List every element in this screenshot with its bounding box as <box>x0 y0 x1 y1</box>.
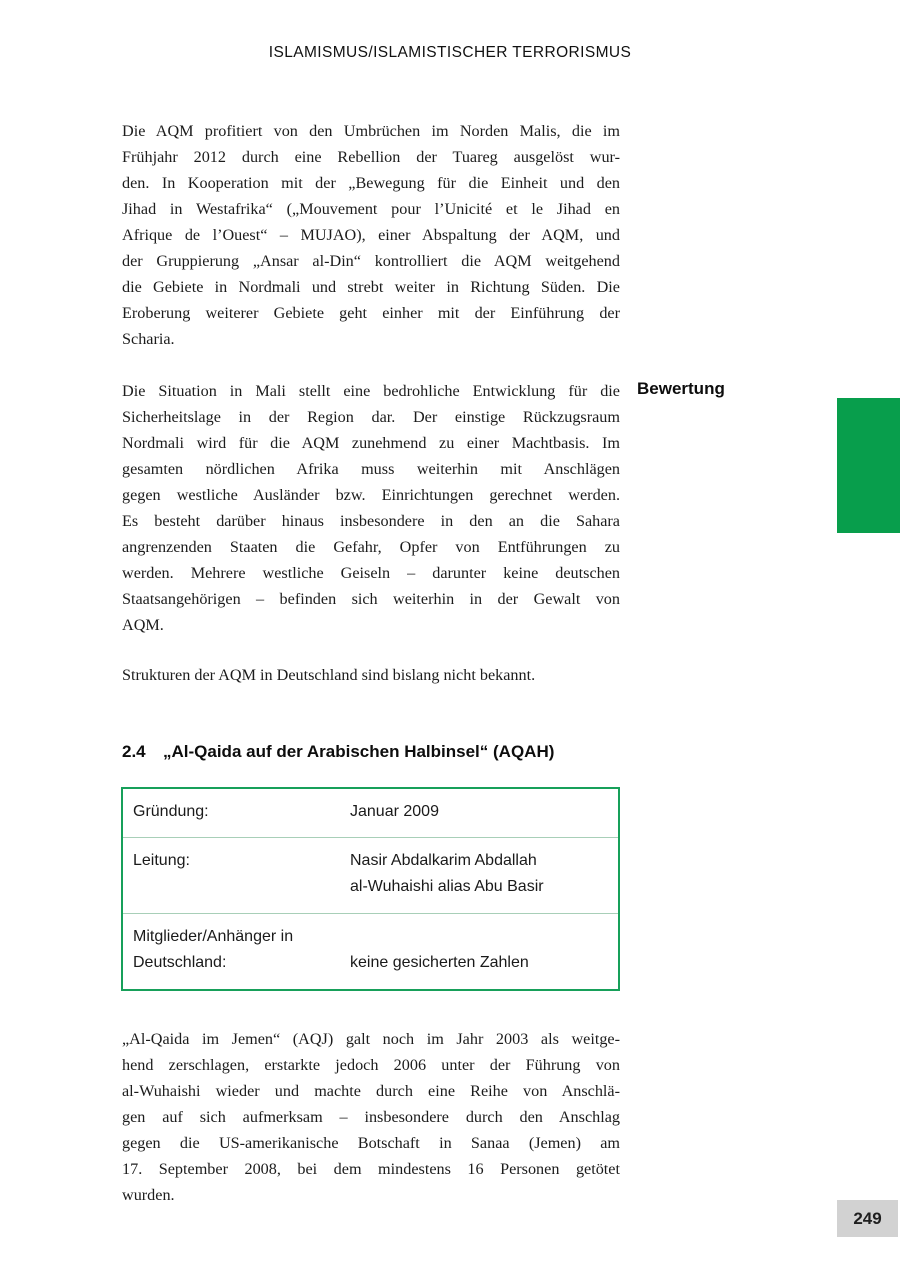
table-value-cell: Januar 2009 <box>350 803 439 820</box>
green-edge-tab <box>837 398 900 533</box>
body-paragraph-aqj: „Al-Qaida im Jemen“ (AQJ) galt noch im Jahr 2003 als weitge- hend zerschlagen, erstarkte jedoch 2006 unter der Führung von al-Wuhaishi wieder und machte durch eine Reihe von Anschlä- gen auf sich aufmerksam – insbesondere durch den Anschlag gegen die US-amerikanische Botschaft in Sanaa (Jemen) am 17. September 2008, bei dem mindestens 16 Personen getötet wurden. <box>122 1030 620 1204</box>
body-paragraph-strukturen: Strukturen der AQM in Deutschland sind bislang nicht bekannt. <box>122 666 536 684</box>
section-title: „Al-Qaida auf der Arabischen Halbinsel“ (AQAH) <box>163 742 555 761</box>
fact-table-aqah <box>121 787 620 991</box>
table-value-cell: Nasir Abdalkarim Abdallah al-Wuhaishi alias Abu Basir <box>350 852 544 895</box>
table-row-mitglieder <box>123 913 618 989</box>
table-label-cell: Gründung: <box>133 803 209 820</box>
body-paragraph-aqm-mali: Die AQM profitiert von den Umbrüchen im Norden Malis, die im Frühjahr 2012 durch eine Rebellion der Tuareg ausgelöst wur- den. In Kooperation mit der „Bewegung für die Einheit und den Jihad in Westafrika“ („Mouvement pour l’Unicité et le Jihad en Afrique de l’Ouest“ – MUJAO), einer Abspaltung der AQM, und der Gruppierung „Ansar al-Din“ kontrolliert die AQM weitgehend die Gebiete in Nordmali und strebt weiter in Richtung Süden. Die Eroberung weiterer Gebiete geht einher mit der Einführung der Scharia. <box>122 122 620 348</box>
table-value-cell: keine gesicherten Zahlen <box>350 954 529 971</box>
table-label-cell: Leitung: <box>133 852 190 869</box>
margin-note-bewertung: Bewertung <box>637 379 725 398</box>
section-number: 2.4 <box>122 742 146 761</box>
page-number: 249 <box>853 1208 882 1228</box>
table-label-cell: Mitglieder/Anhänger in Deutschland: <box>133 928 294 971</box>
table-row-gruendung <box>123 789 618 837</box>
body-paragraph-bewertung: Die Situation in Mali stellt eine bedrohliche Entwicklung für die Sicherheitslage in der Region dar. Der einstige Rückzugsraum Nordmali wird für die AQM zunehmend zu einer Machtbasis. Im gesamten nördlichen Afrika muss weiterhin mit Anschlägen gegen westliche Ausländer bzw. Einrichtungen gerechnet werden. Es besteht darüber hinaus insbesondere in den an die Sahara angrenzenden Staaten die Gefahr, Opfer von Entführungen zu werden. Mehrere westliche Geiseln – darunter keine deutschen Staatsangehörigen – befinden sich weiterhin in der Gewalt von AQM. <box>122 382 620 634</box>
page-number-box <box>837 1200 898 1237</box>
section-heading <box>122 742 642 762</box>
running-head: ISLAMISMUS/ISLAMISTISCHER TERRORISMUS <box>268 44 632 61</box>
table-row-leitung <box>123 837 618 913</box>
